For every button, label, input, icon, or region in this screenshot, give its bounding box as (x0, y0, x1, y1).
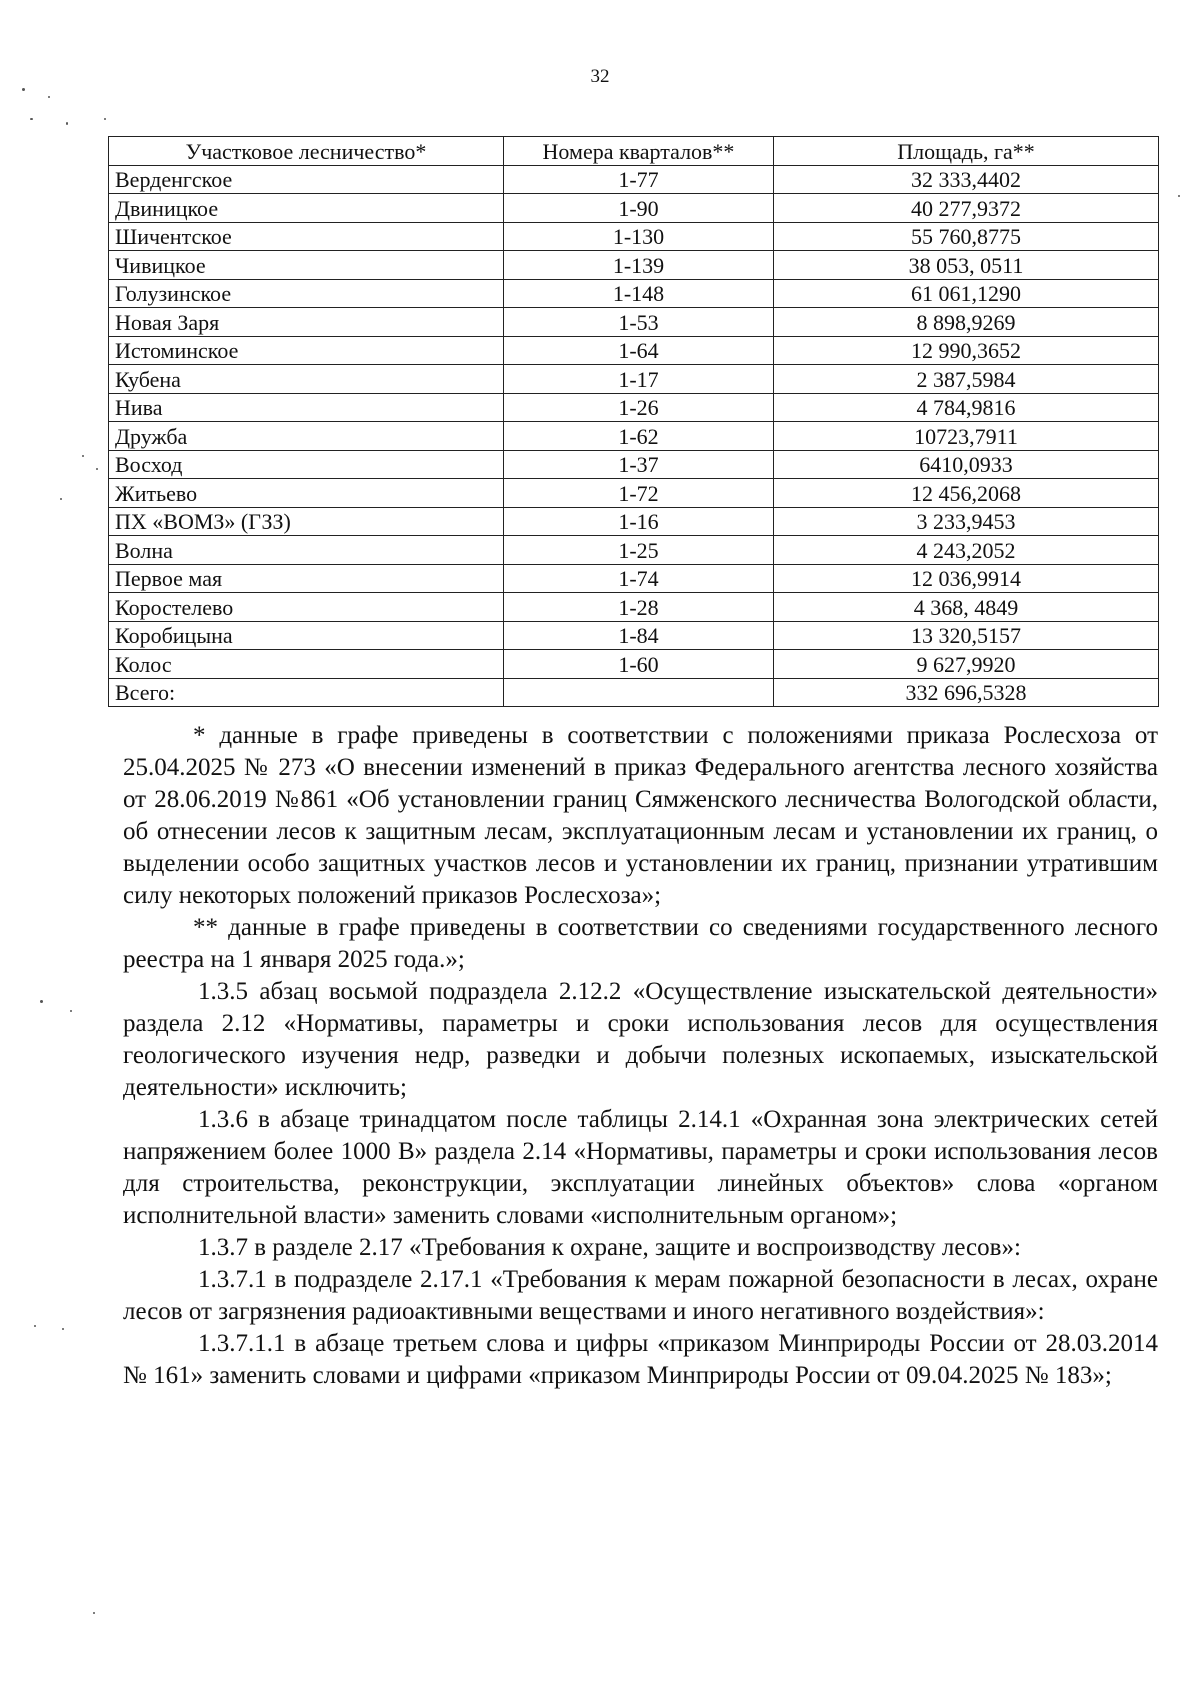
quarters-cell: 1-28 (504, 593, 774, 622)
quarters-cell: 1-130 (504, 222, 774, 251)
paragraph-1-3-5: 1.3.5 абзац восьмой подраздела 2.12.2 «Осуществление изыскательской деятельности» раздела 2.12 «Нормативы, параметры и сроки использования лесов для осуществления геологического изучения недр, разведки и добычи полезных ископаемых, изыскательской деятельности» исключить; (123, 978, 1158, 1101)
quarters-cell: 1-37 (504, 450, 774, 479)
quarters-cell: 1-25 (504, 536, 774, 565)
table-row (109, 251, 1159, 280)
district-name-cell: Истоминское (109, 336, 504, 365)
area-cell: 332 696,5328 (774, 678, 1159, 707)
scan-speck (104, 118, 106, 120)
district-name-cell: Колос (109, 650, 504, 679)
quarters-cell: 1-26 (504, 393, 774, 422)
footnote-2: ** данные в графе приведены в соответствии со сведениями государственного лесного реестра на 1 января 2025 года.»; (123, 914, 1158, 973)
district-name-cell: Волна (109, 536, 504, 565)
scan-speck (40, 1000, 43, 1003)
scan-speck (93, 1612, 95, 1614)
area-cell: 8 898,9269 (774, 308, 1159, 337)
district-name-cell: Коробицына (109, 621, 504, 650)
table-row (109, 564, 1159, 593)
scan-speck (1178, 195, 1180, 197)
quarters-cell: 1-84 (504, 621, 774, 650)
table-row (109, 507, 1159, 536)
table-row-total (109, 678, 1159, 707)
quarters-cell: 1-64 (504, 336, 774, 365)
paragraph-1-3-7: 1.3.7 в разделе 2.17 «Требования к охране, защите и воспроизводству лесов»: (198, 1234, 1021, 1261)
table-row (109, 479, 1159, 508)
header-area: Площадь, га** (774, 137, 1159, 166)
district-name-cell: Нива (109, 393, 504, 422)
paragraph-1-3-6: 1.3.6 в абзаце тринадцатом после таблицы 2.14.1 «Охранная зона электрических сетей напряжением более 1000 В» раздела 2.14 «Нормативы, параметры и сроки использования лесов для строительства, реконструкции, эксплуатации линейных объектов» слова «органом исполнительной власти» заменить словами «исполнительным органом»; (123, 1106, 1158, 1229)
district-name-cell: Первое мая (109, 564, 504, 593)
district-name-cell: Шичентское (109, 222, 504, 251)
table-row (109, 536, 1159, 565)
area-cell: 2 387,5984 (774, 365, 1159, 394)
quarters-cell: 1-139 (504, 251, 774, 280)
quarters-cell: 1-148 (504, 279, 774, 308)
area-cell: 9 627,9920 (774, 650, 1159, 679)
district-name-cell: Кубена (109, 365, 504, 394)
quarters-cell (504, 678, 774, 707)
scan-speck (22, 88, 25, 91)
table-row (109, 165, 1159, 194)
quarters-cell: 1-77 (504, 165, 774, 194)
table-row (109, 308, 1159, 337)
table-row (109, 279, 1159, 308)
area-cell: 38 053, 0511 (774, 251, 1159, 280)
table-row (109, 450, 1159, 479)
district-name-cell: Чивицкое (109, 251, 504, 280)
area-cell: 12 036,9914 (774, 564, 1159, 593)
quarters-cell: 1-16 (504, 507, 774, 536)
area-cell: 13 320,5157 (774, 621, 1159, 650)
quarters-cell: 1-60 (504, 650, 774, 679)
table-row (109, 222, 1159, 251)
scan-speck (66, 122, 68, 125)
header-quarters: Номера кварталов** (504, 137, 774, 166)
area-cell: 3 233,9453 (774, 507, 1159, 536)
area-cell: 4 368, 4849 (774, 593, 1159, 622)
quarters-cell: 1-62 (504, 422, 774, 451)
area-cell: 4 784,9816 (774, 393, 1159, 422)
scan-speck (70, 1010, 72, 1012)
area-cell: 40 277,9372 (774, 194, 1159, 223)
district-name-cell: Новая Заря (109, 308, 504, 337)
table-row (109, 365, 1159, 394)
page-number: 32 (590, 66, 610, 87)
district-name-cell: Двиницкое (109, 194, 504, 223)
district-name-cell: Голузинское (109, 279, 504, 308)
quarters-cell: 1-74 (504, 564, 774, 593)
scan-speck (82, 455, 84, 457)
scan-speck (62, 1328, 64, 1330)
scan-speck (60, 498, 62, 500)
scan-speck (96, 468, 98, 470)
paragraph-1-3-7-1: 1.3.7.1 в подразделе 2.17.1 «Требования к мерам пожарной безопасности в лесах, охране лесов от загрязнения радиоактивными веществами и иного негативного воздействия»: (123, 1266, 1158, 1325)
table-row (109, 336, 1159, 365)
scan-speck (34, 1325, 36, 1327)
district-name-cell: Дружба (109, 422, 504, 451)
table-row (109, 593, 1159, 622)
district-name-cell: Верденгское (109, 165, 504, 194)
area-cell: 4 243,2052 (774, 536, 1159, 565)
table-row (109, 422, 1159, 451)
table-row (109, 650, 1159, 679)
table-row (109, 621, 1159, 650)
quarters-cell: 1-90 (504, 194, 774, 223)
area-cell: 12 456,2068 (774, 479, 1159, 508)
forestry-districts-table (108, 136, 1159, 707)
district-name-cell: Коростелево (109, 593, 504, 622)
table-header-row (109, 137, 1159, 166)
district-name-cell: ПХ «ВОМЗ» (ГЗЗ) (109, 507, 504, 536)
document-body (123, 720, 1158, 1392)
area-cell: 10723,7911 (774, 422, 1159, 451)
table-row (109, 194, 1159, 223)
area-cell: 61 061,1290 (774, 279, 1159, 308)
quarters-cell: 1-53 (504, 308, 774, 337)
scan-speck (30, 118, 33, 120)
area-cell: 12 990,3652 (774, 336, 1159, 365)
footnote-1: * данные в графе приведены в соответствии с положениями приказа Рослесхоза от 25.04.2025 № 273 «О внесении изменений в приказ Федерального агентства лесного хозяйства от 28.06.2019 №861 «Об установлении границ Сямженского лесничества Вологодской области, об отнесении лесов к защитным лесам, эксплуатационным лесам и установлении их границ, о выделении особо защитных участков лесов и установлении их границ, признании утратившим силу некоторых положений приказов Рослесхоза»; (123, 722, 1158, 909)
quarters-cell: 1-72 (504, 479, 774, 508)
area-cell: 32 333,4402 (774, 165, 1159, 194)
district-name-cell: Всего: (109, 678, 504, 707)
district-name-cell: Житьево (109, 479, 504, 508)
area-cell: 6410,0933 (774, 450, 1159, 479)
table-body (109, 165, 1159, 707)
quarters-cell: 1-17 (504, 365, 774, 394)
table-row (109, 393, 1159, 422)
scan-speck (48, 96, 50, 98)
district-name-cell: Восход (109, 450, 504, 479)
area-cell: 55 760,8775 (774, 222, 1159, 251)
paragraph-1-3-7-1-1: 1.3.7.1.1 в абзаце третьем слова и цифры «приказом Минприроды России от 28.03.2014 № 161» заменить словами и цифрами «приказом Минприроды России от 09.04.2025 № 183»; (123, 1330, 1158, 1389)
header-district: Участковое лесничество* (109, 137, 504, 166)
